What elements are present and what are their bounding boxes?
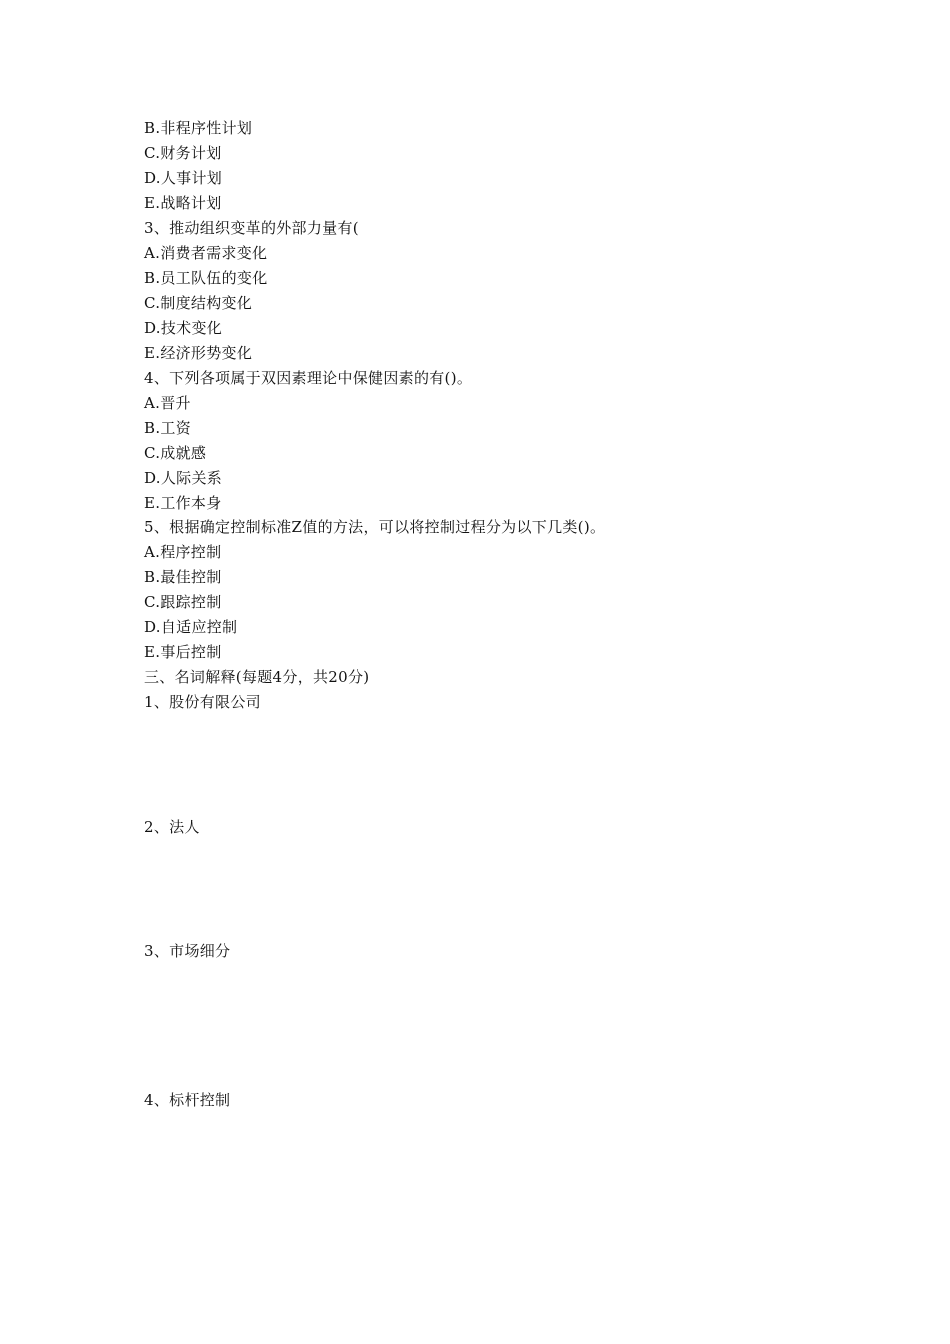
q4-option-e: E.工作本身 <box>144 494 222 512</box>
q5-option-a: A.程序控制 <box>144 543 222 561</box>
q3-option-c: C.制度结构变化 <box>144 294 253 312</box>
question-5: 5、根据确定控制标准Z值的方法，可以将控制过程分为以下几类()。 <box>144 518 606 536</box>
q3-option-b: B.员工队伍的变化 <box>144 269 268 287</box>
question-3: 3、推动组织变革的外部力量有( <box>144 219 359 237</box>
q3-option-d: D.技术变化 <box>144 319 223 337</box>
option-b-nonprogrammed-plan: B.非程序性计划 <box>144 119 253 137</box>
question-4: 4、下列各项属于双因素理论中保健因素的有()。 <box>144 369 473 387</box>
term-1: 1、股份有限公司 <box>144 693 261 711</box>
q5-option-e: E.事后控制 <box>144 643 222 661</box>
q3-option-e: E.经济形势变化 <box>144 344 253 362</box>
term-4: 4、标杆控制 <box>144 1091 231 1109</box>
term-2: 2、法人 <box>144 818 200 836</box>
option-e-strategic-plan: E.战略计划 <box>144 194 222 212</box>
term-3: 3、市场细分 <box>144 942 231 960</box>
q3-option-a: A.消费者需求变化 <box>144 244 268 262</box>
q4-option-a: A.晋升 <box>144 394 191 412</box>
q5-option-b: B.最佳控制 <box>144 568 222 586</box>
q5-option-d: D.自适应控制 <box>144 618 238 636</box>
q5-option-c: C.跟踪控制 <box>144 593 222 611</box>
q4-option-c: C.成就感 <box>144 444 207 462</box>
q4-option-d: D.人际关系 <box>144 469 223 487</box>
section-3-heading: 三、名词解释(每题4分，共20分) <box>144 668 370 686</box>
q4-option-b: B.工资 <box>144 419 191 437</box>
option-d-personnel-plan: D.人事计划 <box>144 169 223 187</box>
option-c-financial-plan: C.财务计划 <box>144 144 222 162</box>
